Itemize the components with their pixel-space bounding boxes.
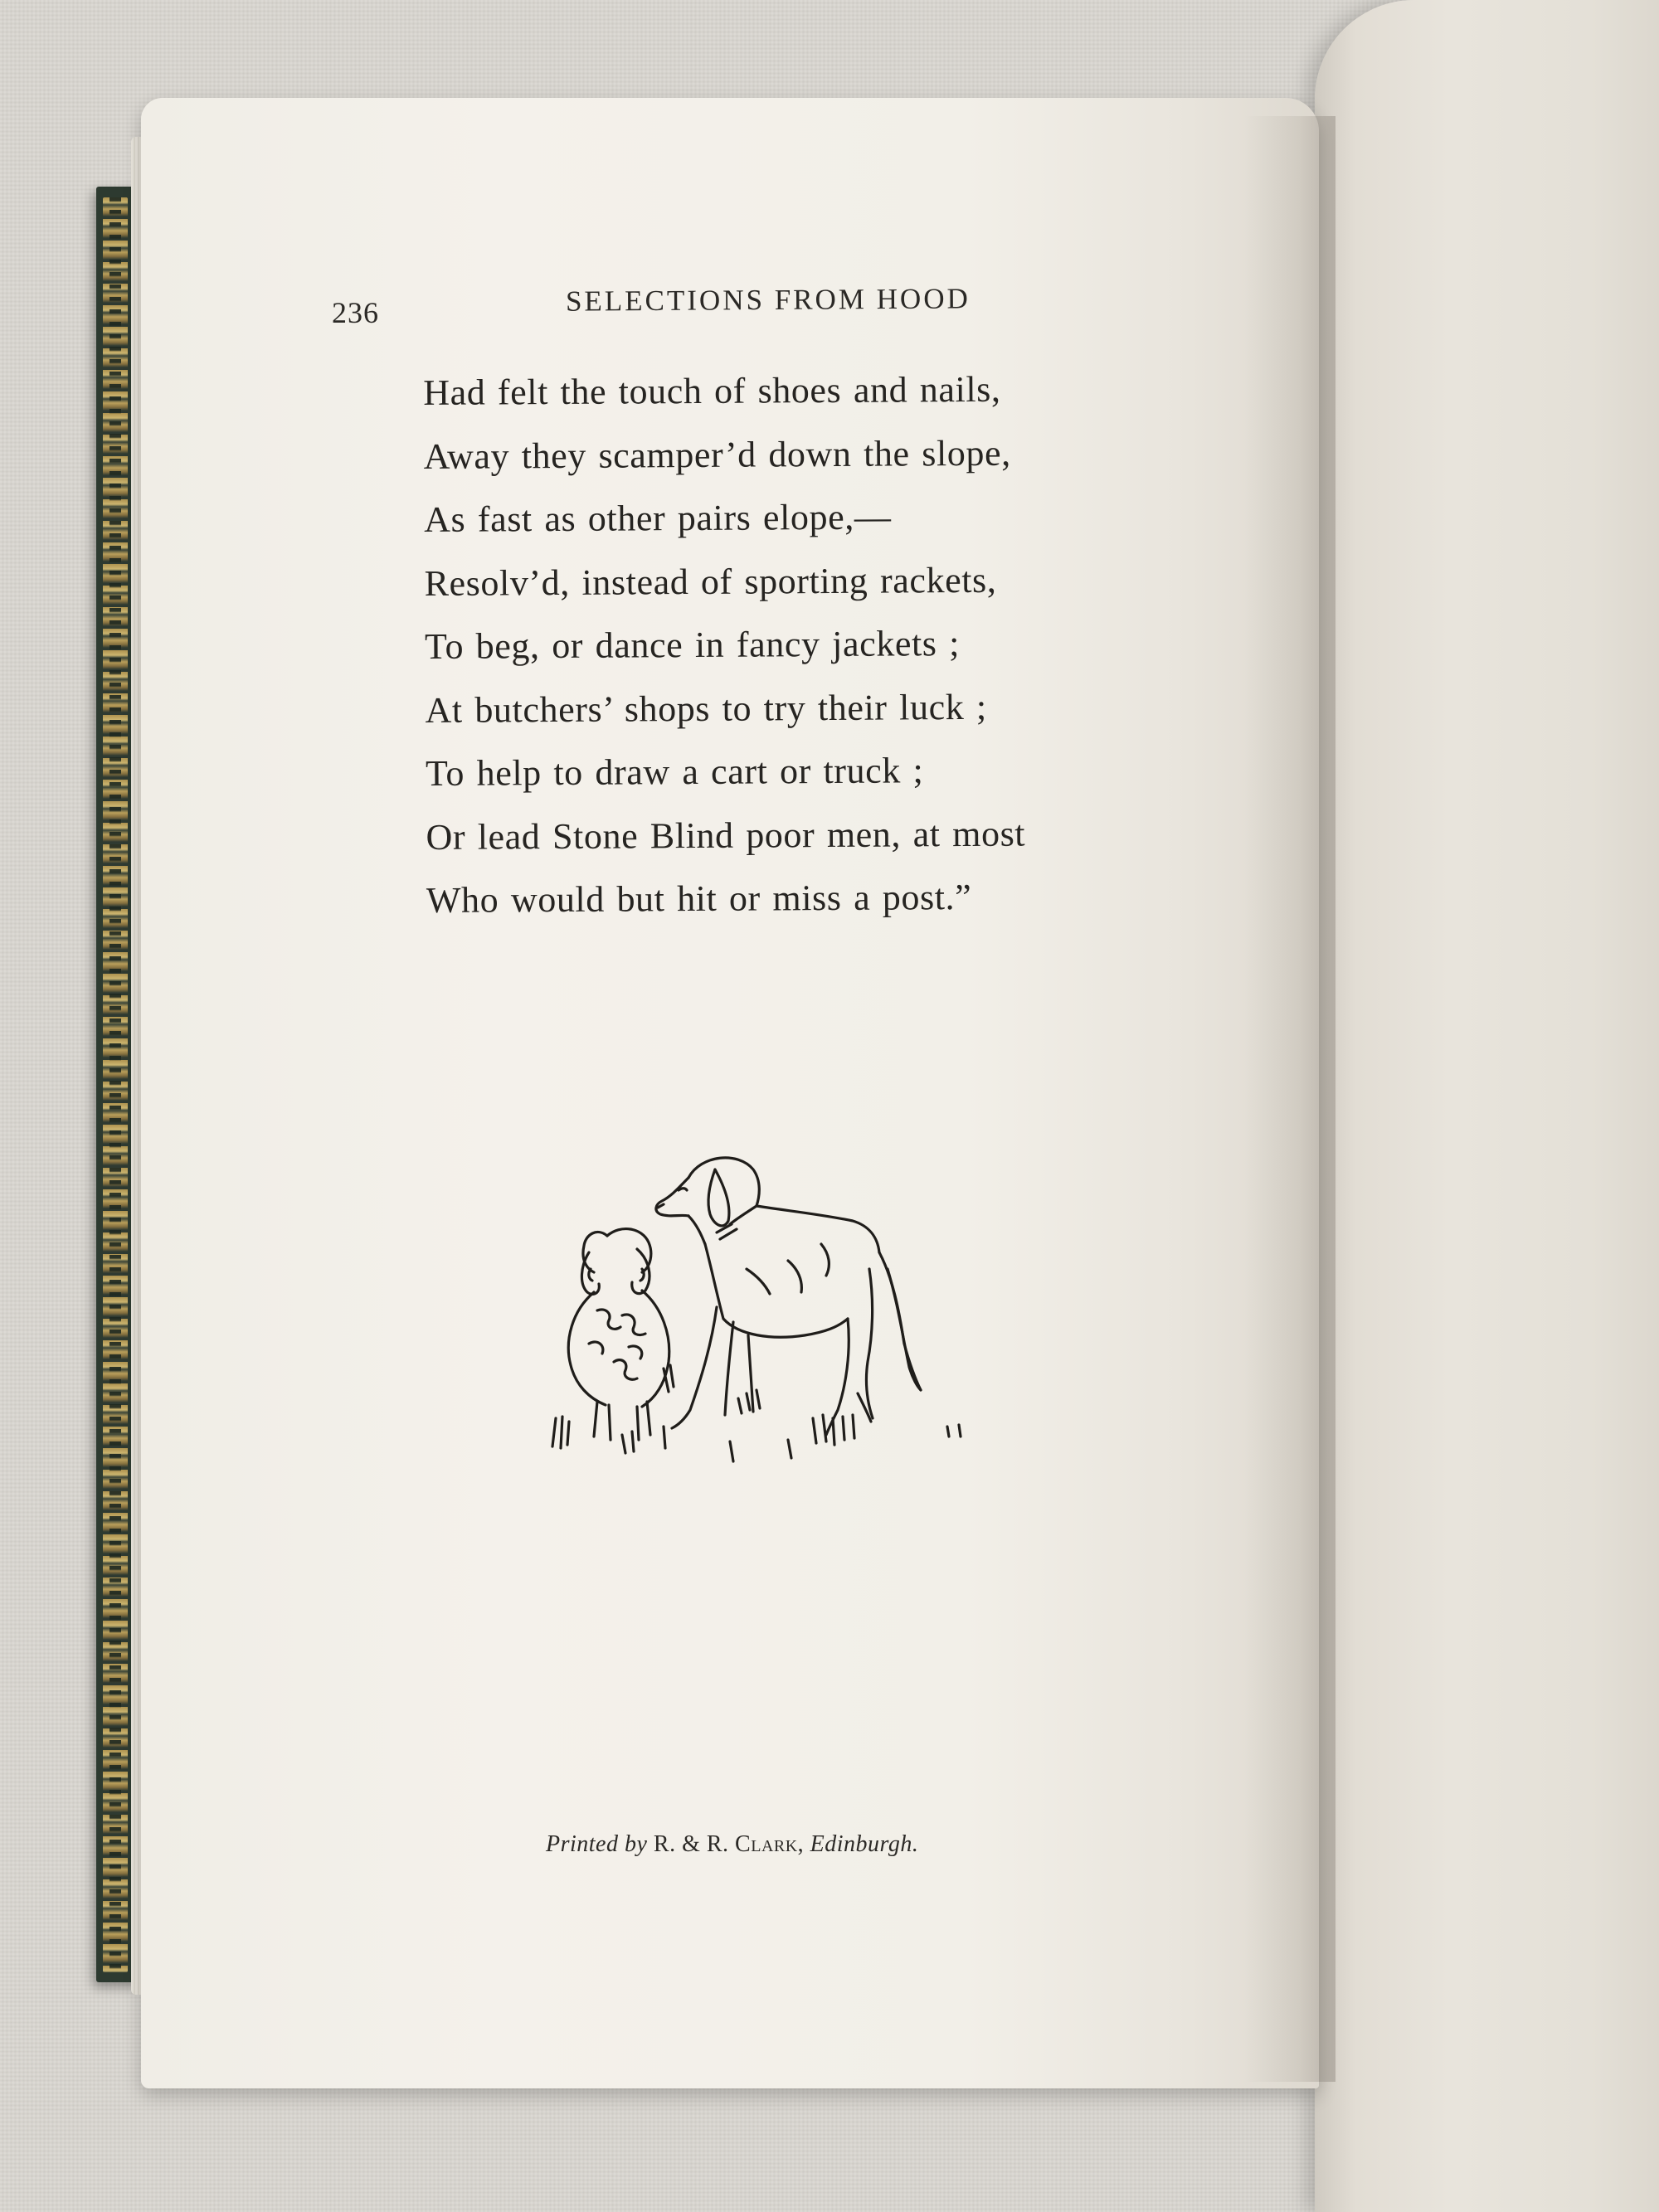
page-number: 236 [332, 296, 379, 329]
poem-stanza [423, 357, 1156, 933]
poem-line: At butchers’ shops to try their luck ; [425, 686, 987, 731]
poem-line: As fast as other pairs elope,— [424, 496, 892, 540]
poem-line: To help to draw a cart or truck ; [425, 750, 924, 794]
imprint-printed-by: Printed by [546, 1831, 648, 1857]
running-head-title: SELECTIONS FROM HOOD [565, 282, 971, 318]
poem-line: Or lead Stone Blind poor men, at most [426, 813, 1026, 858]
imprint-place: Edinburgh. [810, 1831, 919, 1857]
poem-line: To beg, or dance in fancy jackets ; [424, 623, 961, 667]
printer-imprint [546, 1831, 918, 1858]
poem-line: Away they scamper’d down the slope, [423, 432, 1011, 477]
poem-line: Resolv’d, instead of sporting rackets, [424, 559, 997, 604]
poem-line: Had felt the touch of shoes and nails, [423, 368, 1001, 413]
two-dogs-sketch-icon [539, 1145, 1020, 1526]
imprint-printer: R. & R. Clark, [653, 1831, 805, 1857]
poem-line: Who would but hit or miss a post.” [426, 876, 972, 921]
